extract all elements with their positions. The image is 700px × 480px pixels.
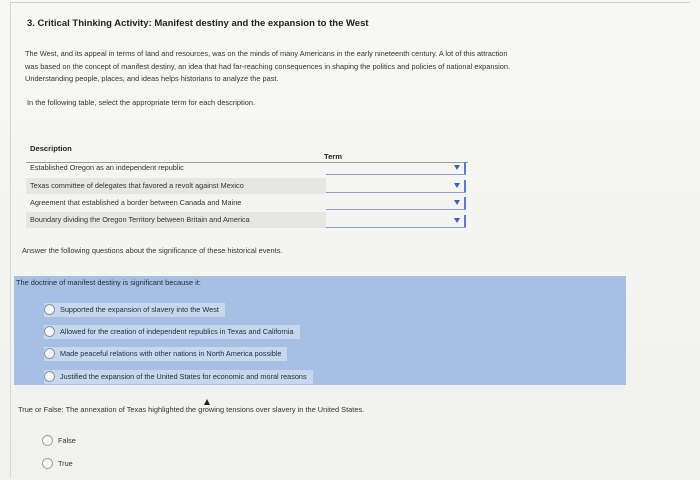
- option-label: Allowed for the creation of independent republics in Texas and California: [60, 327, 294, 336]
- dropdown-arrow-icon: [454, 165, 460, 170]
- question1-option-2[interactable]: [44, 325, 300, 339]
- option-label: Made peaceful relations with other nations in North America possible: [60, 349, 282, 358]
- radio-button-icon[interactable]: [44, 304, 55, 315]
- option-label: Supported the expansion of slavery into the West: [60, 305, 219, 314]
- question1-option-1[interactable]: [44, 303, 225, 317]
- dropdown-arrow-icon: [454, 200, 460, 205]
- dropdown-edge: [464, 215, 466, 227]
- answer-prompt: Answer the following questions about the significance of these historical events.: [22, 246, 283, 255]
- question2-stem: True or False: The annexation of Texas highlighted the growing tensions over slavery in the United States.: [18, 405, 365, 414]
- question1-option-4[interactable]: [44, 370, 313, 384]
- header-description: Description: [30, 144, 72, 153]
- term-dropdown-1[interactable]: [326, 162, 466, 175]
- intro-line: The West, and its appeal in terms of land and resources, was on the minds of many Americans in the early nineteenth century. A lot of this attraction: [25, 49, 508, 58]
- table-instruction: In the following table, select the appropriate term for each description.: [27, 98, 256, 107]
- option-label: Justified the expansion of the United States for economic and moral reasons: [60, 372, 307, 381]
- table-row-description: Texas committee of delegates that favored a revolt against Mexico: [26, 178, 326, 194]
- intro-line: was based on the concept of manifest destiny, an idea that had far-reaching consequences in shaping the politics and policies of national expansion.: [25, 61, 511, 71]
- table-row-description: Agreement that established a border between Canada and Maine: [30, 198, 242, 207]
- radio-button-icon[interactable]: [44, 348, 55, 359]
- question1-stem: The doctrine of manifest destiny is significant because it:: [16, 278, 201, 287]
- radio-button-icon[interactable]: [42, 435, 53, 446]
- activity-title: 3. Critical Thinking Activity: Manifest destiny and the expansion to the West: [27, 18, 369, 29]
- dropdown-edge: [464, 197, 466, 209]
- dropdown-arrow-icon: [454, 183, 460, 188]
- dropdown-edge: [464, 162, 466, 174]
- intro-paragraph: [25, 48, 625, 86]
- radio-button-icon[interactable]: [44, 371, 55, 382]
- option-label: False: [58, 436, 76, 445]
- question2-option-true[interactable]: [42, 457, 73, 471]
- table-row-description: Boundary dividing the Oregon Territory between Britain and America: [26, 212, 326, 228]
- dropdown-edge: [464, 180, 466, 192]
- radio-button-icon[interactable]: [42, 458, 53, 469]
- term-dropdown-4[interactable]: [326, 215, 466, 228]
- option-label: True: [58, 459, 73, 468]
- question1-option-3[interactable]: [44, 347, 287, 361]
- term-dropdown-3[interactable]: [326, 197, 466, 210]
- radio-button-icon[interactable]: [44, 326, 55, 337]
- table-row-description: Established Oregon as an independent republic: [30, 163, 184, 172]
- dropdown-arrow-icon: [454, 218, 460, 223]
- question2-option-false[interactable]: [42, 434, 76, 448]
- frame-top-border: [10, 2, 690, 3]
- frame-left-border: [10, 2, 11, 478]
- intro-line: Understanding people, places, and ideas helps historians to analyze the past.: [25, 74, 279, 83]
- header-term: Term: [324, 152, 343, 161]
- term-dropdown-2[interactable]: [326, 180, 466, 193]
